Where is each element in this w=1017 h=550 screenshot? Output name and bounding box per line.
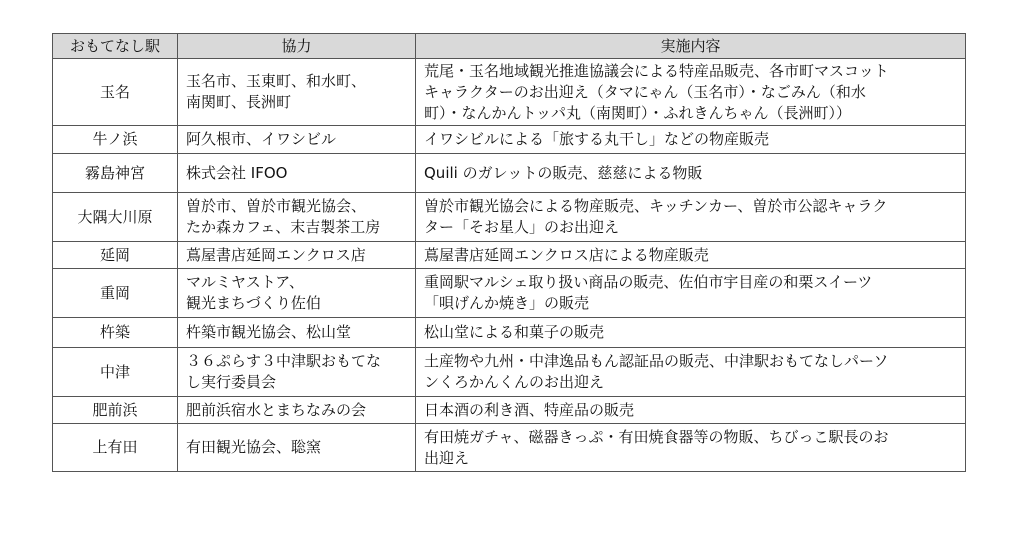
table-row — [53, 193, 966, 242]
partners-cell: 蔦屋書店延岡エンクロス店 — [178, 242, 416, 269]
table-row — [53, 348, 966, 397]
partners-cell: ３６ぷらす３中津駅おもてな し実行委員会 — [178, 348, 416, 397]
content-cell: 重岡駅マルシェ取り扱い商品の販売、佐伯市宇目産の和栗スイーツ 「唄げんか焼き」の販売 — [416, 269, 966, 318]
content-cell: イワシビルによる「旅する丸干し」などの物産販売 — [416, 126, 966, 154]
header-station: おもてなし駅 — [53, 34, 178, 59]
header-content: 実施内容 — [416, 34, 966, 59]
header-partners: 協力 — [178, 34, 416, 59]
table-row — [53, 242, 966, 269]
station-cell: 玉名 — [53, 59, 178, 126]
partners-cell: 有田観光協会、聡窯 — [178, 424, 416, 472]
table-row — [53, 424, 966, 472]
partners-cell: 玉名市、玉東町、和水町、 南関町、長洲町 — [178, 59, 416, 126]
partners-cell: 杵築市観光協会、松山堂 — [178, 318, 416, 348]
table-row — [53, 59, 966, 126]
station-cell: 上有田 — [53, 424, 178, 472]
header-row — [53, 34, 966, 59]
station-cell: 牛ノ浜 — [53, 126, 178, 154]
station-cell: 大隅大川原 — [53, 193, 178, 242]
station-cell: 延岡 — [53, 242, 178, 269]
table-row — [53, 126, 966, 154]
table-row — [53, 318, 966, 348]
content-cell: 荒尾・玉名地域観光推進協議会による特産品販売、各市町マスコット キャラクターのお出迎え（タマにゃん（玉名市）・なごみん（和水 町）・なんかんトッパ丸（南関町）・ふれきんちゃん（長洲町）） — [416, 59, 966, 126]
partners-cell: 曽於市、曽於市観光協会、 たか森カフェ、末吉製茶工房 — [178, 193, 416, 242]
station-cell: 霧島神宮 — [53, 154, 178, 193]
partners-cell: 肥前浜宿水とまちなみの会 — [178, 397, 416, 424]
station-cell: 肥前浜 — [53, 397, 178, 424]
table-row — [53, 397, 966, 424]
content-cell: 土産物や九州・中津逸品もん認証品の販売、中津駅おもてなしパーソ ンくろかんくんのお出迎え — [416, 348, 966, 397]
table-row — [53, 269, 966, 318]
station-cell: 杵築 — [53, 318, 178, 348]
content-cell: Quili のガレットの販売、慈慈による物販 — [416, 154, 966, 193]
content-cell: 松山堂による和菓子の販売 — [416, 318, 966, 348]
partners-cell: 阿久根市、イワシビル — [178, 126, 416, 154]
content-cell: 曽於市観光協会による物産販売、キッチンカー、曽於市公認キャラク ター「そお星人」のお出迎え — [416, 193, 966, 242]
partners-cell: マルミヤストア、 観光まちづくり佐伯 — [178, 269, 416, 318]
content-cell: 蔦屋書店延岡エンクロス店による物産販売 — [416, 242, 966, 269]
events-table — [52, 33, 966, 472]
partners-cell: 株式会社 IFOO — [178, 154, 416, 193]
table-row — [53, 154, 966, 193]
content-cell: 日本酒の利き酒、特産品の販売 — [416, 397, 966, 424]
station-cell: 中津 — [53, 348, 178, 397]
content-cell: 有田焼ガチャ、磁器きっぷ・有田焼食器等の物販、ちびっこ駅長のお 出迎え — [416, 424, 966, 472]
station-cell: 重岡 — [53, 269, 178, 318]
